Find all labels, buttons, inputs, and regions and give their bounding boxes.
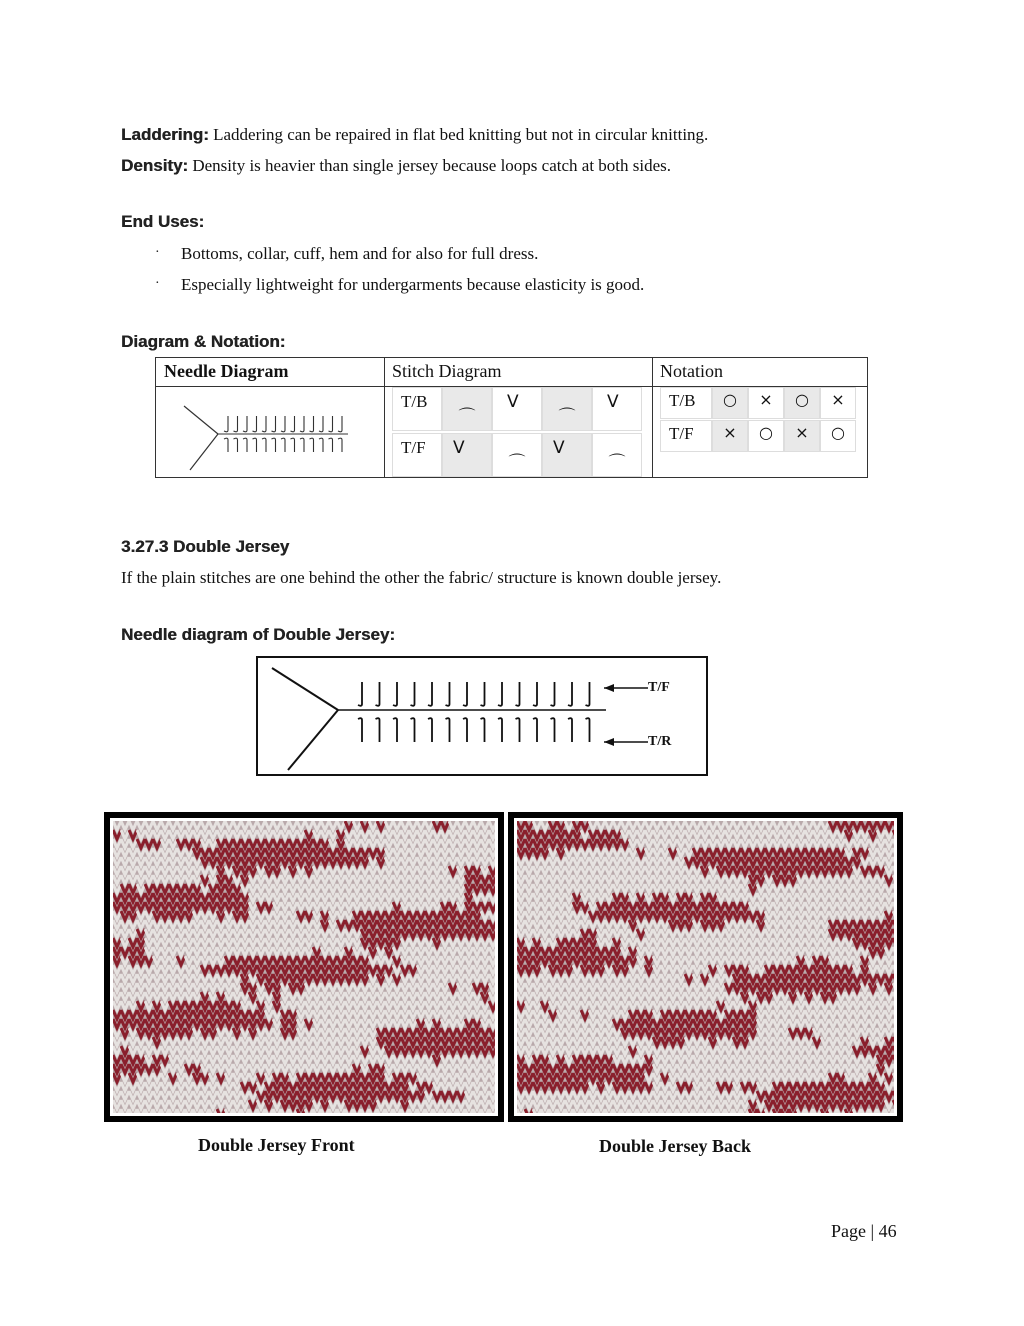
page-number: Page | 46: [831, 1221, 897, 1241]
density-text: Density is heavier than single jersey because loops catch at both sides.: [192, 156, 672, 175]
stitch-row-label-tb: T/B: [392, 387, 442, 431]
laddering-text: Laddering can be repaired in flat bed knitting but not in circular knitting.: [213, 125, 709, 144]
stitch-tf-1: V: [442, 433, 492, 477]
caption-front: Double Jersey Front: [198, 1135, 355, 1155]
notation-tb-1: ○: [712, 387, 748, 419]
photo-front: [104, 812, 504, 1122]
caption-back: Double Jersey Back: [599, 1136, 751, 1156]
section-title: 3.27.3 Double Jersey: [121, 537, 290, 556]
header-stitch-diagram: Stitch Diagram: [392, 361, 502, 381]
needle-diagram-heading: Needle diagram of Double Jersey:: [121, 625, 395, 644]
notation-grid: [660, 387, 860, 453]
notation-row-label-tf: T/F: [660, 420, 712, 452]
knit-texture-front: [113, 821, 495, 1113]
notation-tf-4: ○: [820, 420, 856, 452]
stitch-tb-4: V: [592, 387, 642, 431]
diagram-heading: Diagram & Notation:: [121, 332, 286, 351]
header-notation: Notation: [660, 361, 723, 381]
header-needle-diagram: Needle Diagram: [164, 361, 289, 381]
laddering-label: Laddering:: [121, 125, 209, 144]
stitch-row-label-tf: T/F: [392, 433, 442, 477]
label-tr: T/R: [648, 734, 672, 749]
end-use-item-2: Especially lightweight for undergarments because elasticity is good.: [181, 275, 645, 294]
knit-texture-back: [517, 821, 894, 1113]
end-uses-heading: End Uses:: [121, 212, 205, 231]
end-use-item-1: Bottoms, collar, cuff, hem and for also for full dress.: [181, 244, 539, 263]
notation-tb-3: ○: [784, 387, 820, 419]
density-line: [121, 156, 671, 176]
diagram-table: [155, 357, 868, 478]
stitch-tb-1: ⌒: [442, 387, 492, 431]
stitch-tb-2: V: [492, 387, 542, 431]
section-text: If the plain stitches are one behind the other the fabric/ structure is known double jersey.: [121, 568, 722, 587]
bullet-1: ·: [155, 245, 160, 260]
needle-diagram-small: [176, 398, 356, 472]
bullet-2: ·: [155, 276, 160, 291]
stitch-grid: [392, 387, 644, 477]
photo-back: [508, 812, 903, 1122]
laddering-line: [121, 125, 708, 145]
notation-tf-3: ×: [784, 420, 820, 452]
needle-diagram-large: [256, 656, 708, 776]
label-tf: T/F: [648, 680, 670, 695]
notation-tf-2: ○: [748, 420, 784, 452]
stitch-tf-3: V: [542, 433, 592, 477]
notation-row-label-tb: T/B: [660, 387, 712, 419]
notation-tb-2: ×: [748, 387, 784, 419]
density-label: Density:: [121, 156, 189, 175]
stitch-tb-3: ⌒: [542, 387, 592, 431]
stitch-tf-2: ⌒: [492, 433, 542, 477]
stitch-tf-4: ⌒: [592, 433, 642, 477]
notation-tb-4: ×: [820, 387, 856, 419]
notation-tf-1: ×: [712, 420, 748, 452]
